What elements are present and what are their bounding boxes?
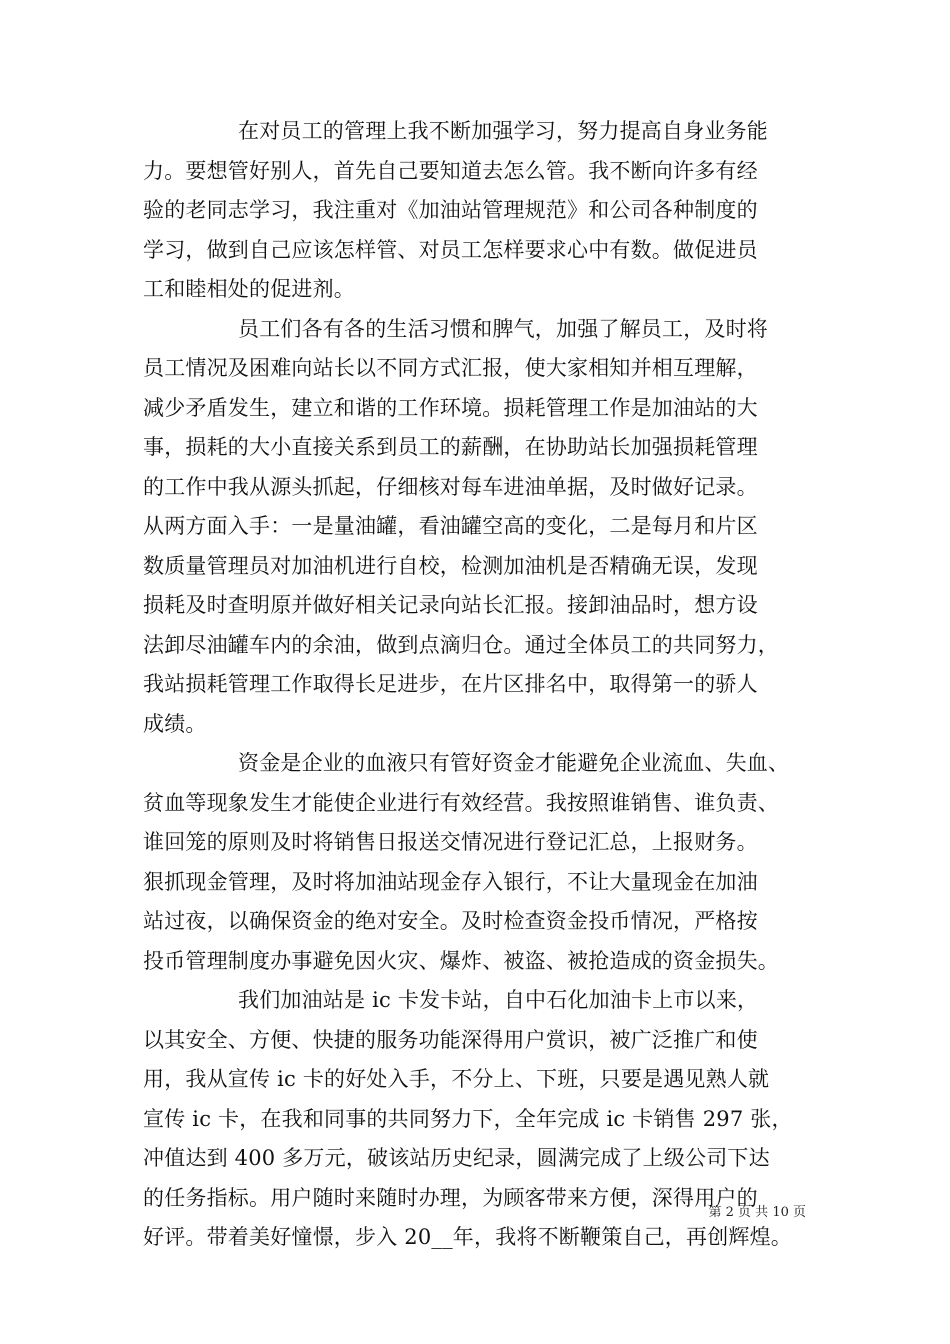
text-line: 员工们各有各的生活习惯和脾气，加强了解员工，及时将 [238, 316, 768, 341]
text-line: 站过夜，以确保资金的绝对安全。及时检查资金投币情况，严格按 [143, 909, 758, 933]
text-line: 事，损耗的大小直接关系到员工的薪酬，在协助站长加强损耗管理 [143, 435, 758, 459]
text-line: 的任务指标。用户随时来随时办理，为顾客带来方便，深得用户的 [143, 1185, 758, 1210]
text-line: 减少矛盾发生，建立和谐的工作环境。损耗管理工作是加油站的大 [143, 395, 758, 420]
text-line: 贫血等现象发生才能使企业进行有效经营。我按照谁销售、谁负责、 [143, 790, 779, 815]
text-line: 狠抓现金管理，及时将加油站现金存入银行，不让大量现金在加油 [143, 869, 758, 894]
text-line: 以其安全、方便、快捷的服务功能深得用户赏识，被广泛推广和使 [143, 1027, 758, 1052]
text-line: 宣传 ic 卡，在我和同事的共同努力下，全年完成 ic 卡销售 297 张， [143, 1106, 793, 1131]
text-line: 冲值达到 400 多万元，破该站历史纪录，圆满完成了上级公司下达 [143, 1146, 770, 1170]
text-line: 损耗及时查明原并做好相关记录向站长汇报。接卸油品时，想方设 [143, 593, 758, 617]
text-line: 验的老同志学习，我注重对《加油站管理规范》和公司各种制度的 [143, 198, 758, 222]
document-body [143, 112, 807, 1258]
text-line: 投币管理制度办事避免因火灾、爆炸、被盗、被抢造成的资金损失。 [143, 948, 779, 973]
text-line: 数质量管理员对加油机进行自校，检测加油机是否精确无误，发现 [143, 553, 758, 578]
paragraph-staff-management [143, 112, 807, 310]
text-line: 资金是企业的血液只有管好资金才能避免企业流血、失血、 [238, 751, 790, 775]
text-line: 我们加油站是 ic 卡发卡站，自中石化加油卡上市以来， [238, 988, 759, 1012]
text-line: 好评。带着美好憧憬，步入 20__年，我将不断鞭策自己，再创辉煌。 [143, 1225, 792, 1249]
text-line: 在对员工的管理上我不断加强学习，努力提高自身业务能 [238, 119, 768, 143]
text-line: 我站损耗管理工作取得长足进步，在片区排名中，取得第一的骄人 [143, 672, 758, 696]
text-line: 工和睦相处的促进剂。 [143, 277, 355, 301]
paragraph-funds-management [143, 744, 807, 981]
text-line: 从两方面入手：一是量油罐，看油罐空高的变化，二是每月和片区 [143, 514, 758, 538]
text-line: 用，我从宣传 ic 卡的好处入手，不分上、下班，只要是遇见熟人就 [143, 1067, 770, 1091]
text-line: 员工情况及困难向站长以不同方式汇报，使大家相知并相互理解， [143, 356, 758, 380]
paragraph-ic-card [143, 981, 807, 1258]
text-line: 学习，做到自己应该怎样管、对员工怎样要求心中有数。做促进员 [143, 237, 758, 262]
paragraph-loss-management [143, 310, 807, 745]
text-line: 成绩。 [143, 711, 207, 736]
text-line: 力。要想管好别人，首先自己要知道去怎么管。我不断向许多有经 [143, 158, 758, 183]
text-line: 法卸尽油罐车内的余油，做到点滴归仓。通过全体员工的共同努力， [143, 632, 779, 657]
text-line: 谁回笼的原则及时将销售日报送交情况进行登记汇总，上报财务。 [143, 830, 758, 854]
text-line: 的工作中我从源头抓起，仔细核对每车进油单据，及时做好记录。 [143, 474, 758, 499]
page-number: 第 2 页 共 10 页 [708, 1205, 806, 1220]
